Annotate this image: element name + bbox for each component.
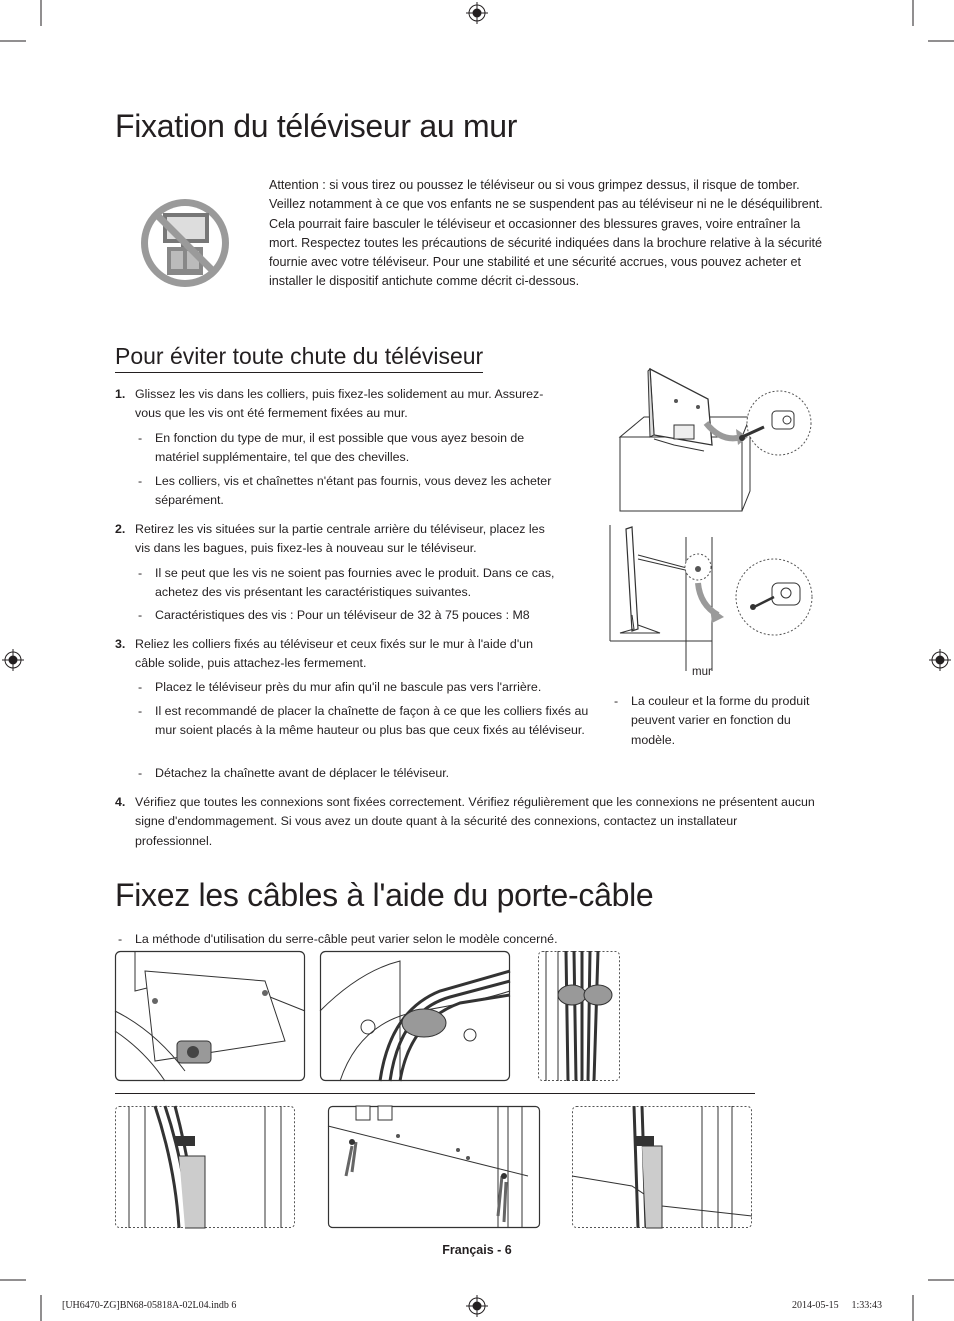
dash: - — [138, 766, 143, 780]
step-3-note-2: - Il est recommandé de placer la chaînette de façon à ce que les colliers fixés au mur soient placés à la même hauteur ou plus bas que ceux fixés au téléviseur. — [138, 704, 589, 738]
step-3-note-3: - Détachez la chaînette avant de déplacer le téléviseur. — [138, 764, 578, 783]
step-number: 1. — [115, 387, 126, 401]
registration-mark-top — [466, 2, 488, 24]
dash: - — [138, 608, 143, 622]
cable-holder-step-4-image — [115, 1106, 295, 1228]
registration-mark-bottom — [466, 1295, 488, 1317]
step-1 — [115, 385, 560, 424]
divider — [115, 1093, 755, 1094]
section-title-cable-holder: Fixez les câbles à l'aide du porte-câble — [115, 877, 654, 913]
print-slug-left: [UH6470-ZG]BN68-05818A-02L04.indb 6 — [62, 1300, 237, 1311]
page-title: Fixation du téléviseur au mur — [115, 108, 518, 144]
dash: - — [138, 566, 143, 580]
step-3-note-1: - Placez le téléviseur près du mur afin qu'il ne bascule pas vers l'arrière. — [138, 678, 578, 697]
cable-holder-step-5-image — [328, 1106, 540, 1228]
step-2-note-1: - Il se peut que les vis ne soient pas fournies avec le produit. Dans ce cas, achetez des vis présentant les caractéristiques suivantes. — [138, 566, 555, 600]
step-2-note-2: - Caractéristiques des vis : Pour un téléviseur de 32 à 75 pouces : M8 — [138, 606, 578, 625]
print-slug-right: 2014-05-15   1:33:43 — [792, 1300, 882, 1311]
step-1-note-1: - En fonction du type de mur, il est possible que vous ayez besoin de matériel supplémentaire, tel que des chevilles. — [138, 431, 525, 465]
cable-holder-step-2-image — [320, 951, 510, 1081]
registration-mark-left — [2, 649, 24, 671]
dash: - — [614, 694, 619, 708]
step-text: Glissez les vis dans les colliers, puis fixez-les solidement au mur. Assurez-vous que les vis ont été fermement fixées au mur. — [135, 387, 544, 421]
dash: - — [138, 474, 143, 488]
registration-mark-right — [929, 649, 951, 671]
step-number: 2. — [115, 522, 126, 536]
step-3 — [115, 635, 560, 674]
dash: - — [118, 932, 123, 946]
cable-holder-step-3-image — [538, 951, 620, 1081]
step-2 — [115, 520, 560, 559]
step-1-note-2: - Les colliers, vis et chaînettes n'étant pas fournis, vous devez les acheter séparément. — [138, 474, 552, 508]
cable-holder-step-6-image — [572, 1106, 752, 1228]
no-climb-warning-icon — [137, 195, 233, 291]
dash: - — [138, 431, 143, 445]
step-text: Vérifiez que toutes les connexions sont fixées correctement. Vérifiez régulièrement que les connexions ne présentent aucun signe d'endommagement. Si vous avez un doute quant à la sécurité des connexions, contactez un installateur professionnel. — [135, 795, 815, 848]
tv-wall-chain-illustration — [608, 525, 838, 675]
tv-bracket-illustration — [614, 365, 814, 515]
cable-holder-step-1-image — [115, 951, 305, 1081]
wall-label: mur — [692, 666, 712, 678]
cable-note: - La méthode d'utilisation du serre-câble peut varier selon le modèle concerné. — [118, 930, 718, 949]
dash: - — [138, 704, 143, 718]
side-note: - La couleur et la forme du produit peuvent varier en fonction du modèle. — [614, 694, 810, 747]
step-text: Reliez les colliers fixés au téléviseur et ceux fixés sur le mur à l'aide d'un câble solide, puis attachez-les fermement. — [135, 637, 533, 671]
step-text: Retirez les vis situées sur la partie centrale arrière du téléviseur, placez les vis dans les bagues, puis fixez-les à nouveau sur le téléviseur. — [135, 522, 545, 556]
dash: - — [138, 680, 143, 694]
step-4 — [115, 793, 815, 851]
step-number: 4. — [115, 795, 126, 809]
warning-text: Attention : si vous tirez ou poussez le téléviseur ou si vous grimpez dessus, il risque de tomber. Veillez notamment à ce que vos enfants ne se suspendent pas au téléviseur ni ne le déséquilibrent. Cela pourrait faire basculer le téléviseur et occasionner des blessures graves, voire entraîner la mort. Respectez toutes les précautions de sécurité indiquées dans la brochure relative à la sécurité fournie avec votre téléviseur. Pour une stabilité et une sécurité accrues, vous pouvez acheter et installer le dispositif antichute comme décrit ci-dessous. — [269, 178, 823, 289]
page-footer: Français - 6 — [442, 1243, 512, 1257]
step-number: 3. — [115, 637, 126, 651]
section-title-anti-fall: Pour éviter toute chute du téléviseur — [115, 342, 483, 373]
